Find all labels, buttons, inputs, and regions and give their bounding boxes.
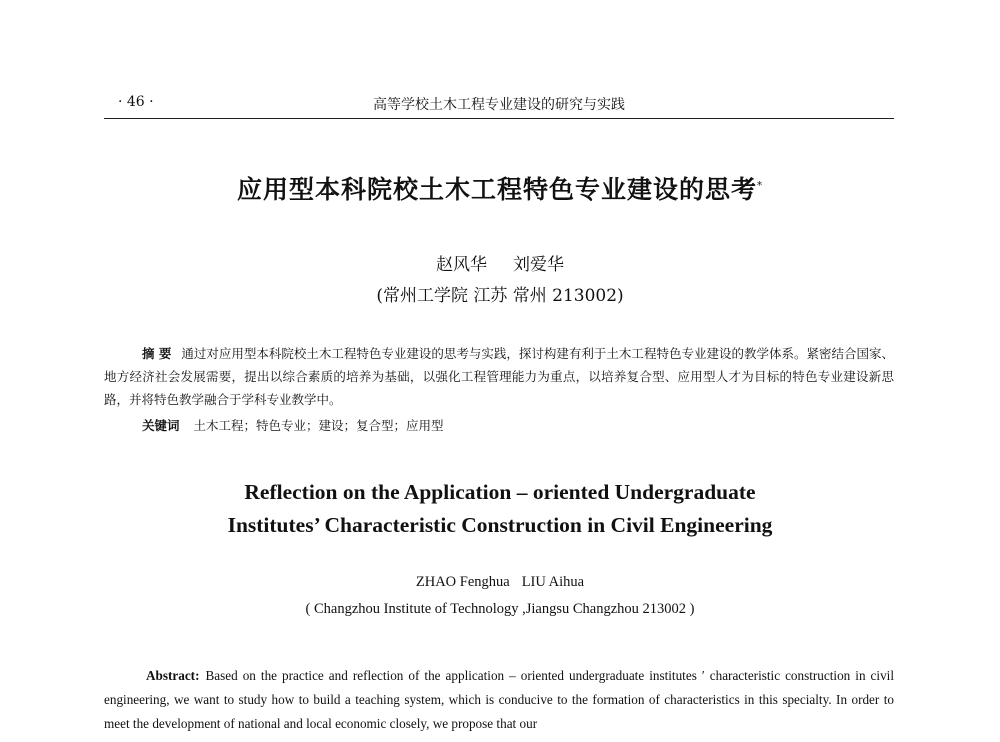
english-affiliation: ( Changzhou Institute of Technology ,Jiangsu Changzhou 213002 ) xyxy=(305,601,695,617)
english-title xyxy=(0,476,1000,542)
author-name: ZHAO Fenghua xyxy=(415,574,510,590)
title-footnote-mark: * xyxy=(757,180,763,192)
english-authors xyxy=(0,574,1000,591)
abstract-label: 摘 要 xyxy=(142,346,172,361)
english-title-line: Institutes’ Characteristic Construction in Civil Engineering xyxy=(227,513,773,537)
author-name: 刘爱华 xyxy=(513,255,564,275)
abstract-label: Abstract: xyxy=(146,668,200,683)
page-number: · 46 · xyxy=(118,94,154,110)
keywords-label: 关键词 xyxy=(142,418,180,433)
abstract-text: Based on the practice and reflection of the application – oriented undergraduate institutes ′ characteristic construction in civil engineering, we want to study how to build a teaching system, which is conducive to the formation of characteristics in this specialty. In order to meet the development of national and local economic closely, we propose that our xyxy=(104,668,894,731)
journal-name: 高等学校土木工程专业建设的研究与实践 xyxy=(373,97,625,113)
author-name: LIU Aihua xyxy=(521,574,585,590)
chinese-abstract xyxy=(104,342,894,411)
keywords-text: 土木工程；特色专业；建设；复合型；应用型 xyxy=(193,418,444,433)
chinese-authors xyxy=(0,250,1000,275)
chinese-title xyxy=(0,170,1000,206)
chinese-title-text: 应用型本科院校土木工程特色专业建设的思考 xyxy=(236,175,757,204)
author-name: 赵风华 xyxy=(436,255,487,275)
english-abstract xyxy=(104,664,894,736)
abstract-text: 通过对应用型本科院校土木工程特色专业建设的思考与实践，探讨构建有利于土木工程特色专业建设的教学体系。紧密结合国家、地方经济社会发展需要，提出以综合素质的培养为基础，以强化工程管理能力为重点，以培养复合型、应用型人才为目标的特色专业建设新思路，并将特色教学融合于学科专业教学中。 xyxy=(104,346,894,407)
chinese-affiliation: (常州工学院 江苏 常州 213002) xyxy=(376,286,624,306)
chinese-keywords xyxy=(142,416,444,434)
running-header xyxy=(104,92,894,119)
english-title-line: Reflection on the Application – oriented Undergraduate xyxy=(244,480,756,504)
